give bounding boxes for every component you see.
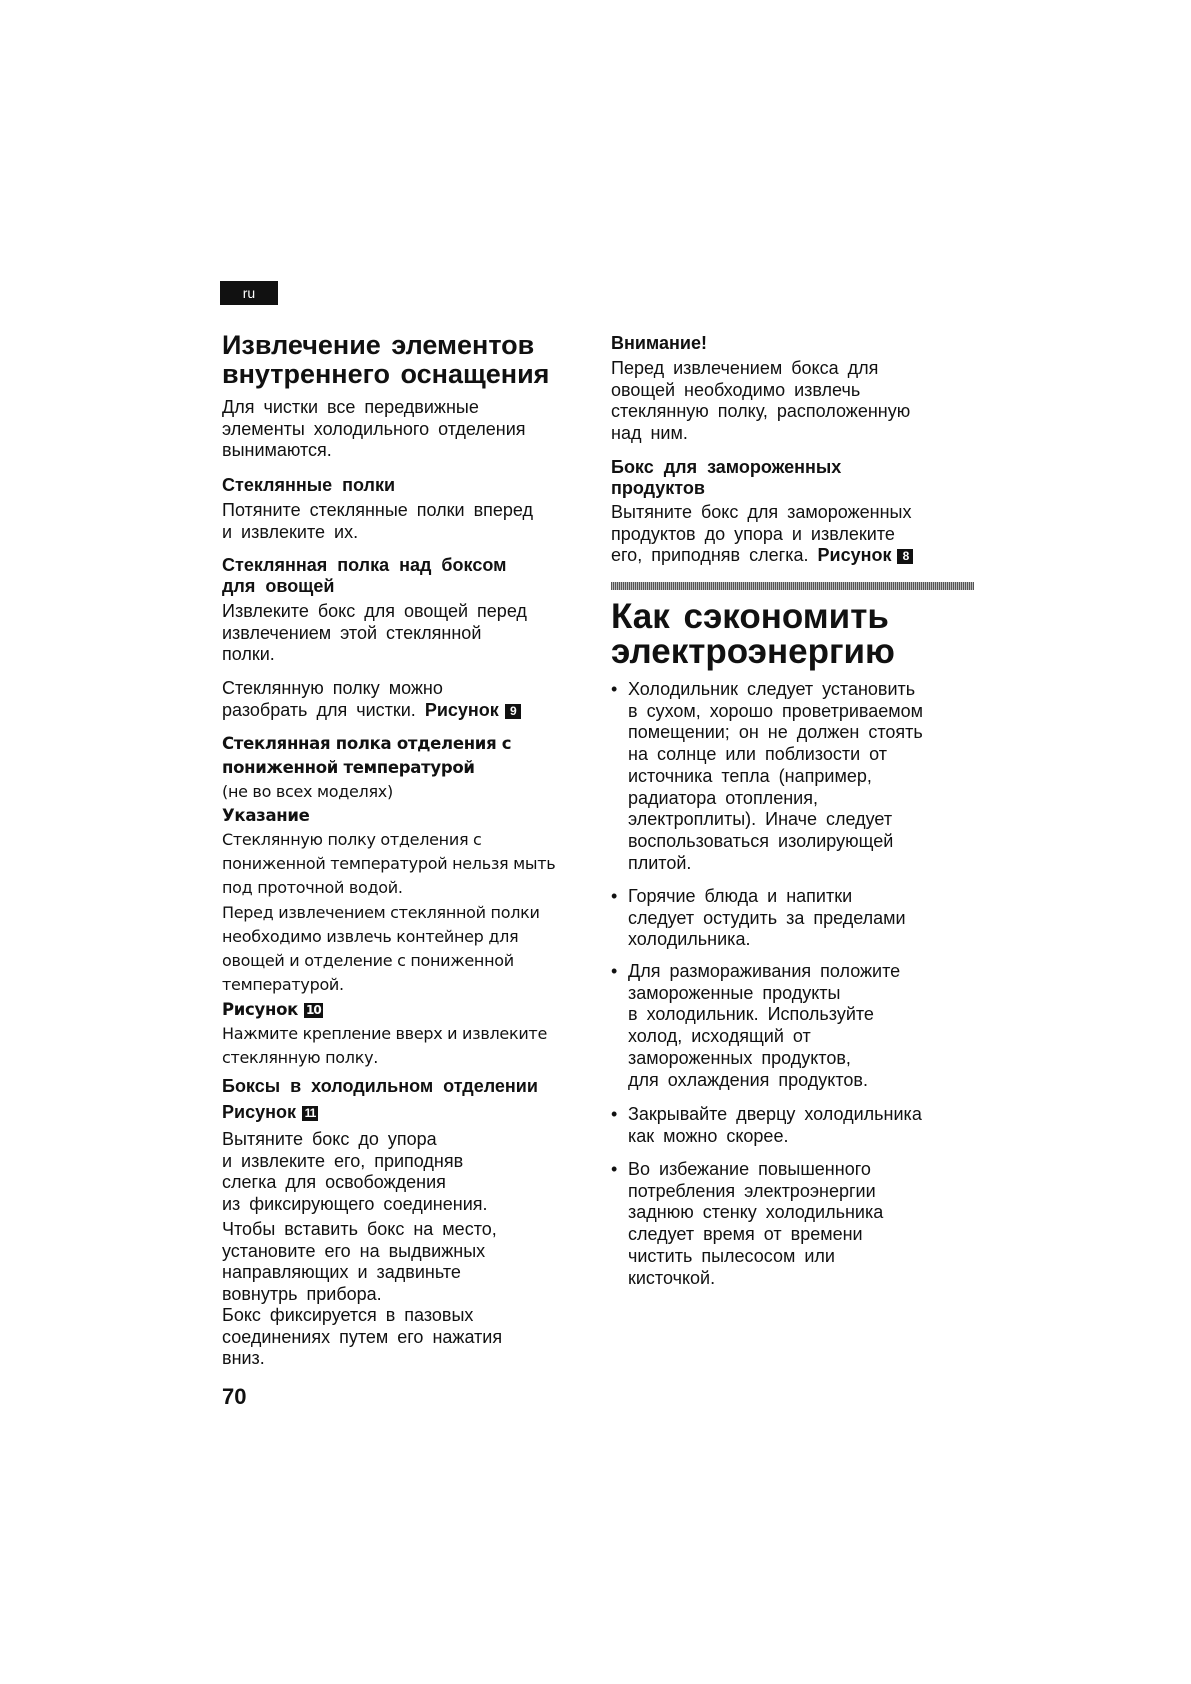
figure-number-badge: 9: [505, 704, 521, 719]
models-note: (не во всех моделях): [222, 782, 393, 801]
fridge-boxes-heading: Боксы в холодильном отделении: [222, 1076, 538, 1096]
section-divider: [611, 582, 974, 590]
freezer-box-heading: Бокс для замороженных продуктов: [611, 457, 842, 498]
list-item-text: Во избежание повышенного потребления электроэнергии заднюю стенку холодильника следует время от времени чистить пылесосом или кисточкой.: [628, 1159, 884, 1288]
list-item: [611, 886, 1001, 951]
fridge-boxes-text1: Вытяните бокс до упора и извлеките его, приподняв слегка для освобождения из фиксирующего соединения.: [222, 1129, 488, 1215]
bullet-icon: •: [611, 961, 618, 981]
list-item-text: Холодильник следует установить в сухом, хорошо проветриваемом помещении; он не должен стоять на солнце или поблизости от источника тепла (например, радиатора отопления, электроплиты). Иначе следует воспользоваться изолирующей плитой.: [628, 679, 924, 873]
figure-label: Рисунок: [222, 1000, 299, 1019]
list-item: [611, 961, 1001, 1091]
fridge-boxes-text2: Чтобы вставить бокс на место, установите его на выдвижных направляющих и задвиньте вовнутрь прибора.: [222, 1219, 497, 1305]
section-title: Извлечение элементов внутреннего оснащения: [222, 330, 550, 389]
list-item: [611, 679, 1001, 874]
list-item-text: Закрывайте дверцу холодильника как можно скорее.: [628, 1104, 922, 1146]
note-heading: Указание: [222, 806, 310, 825]
low-temp-shelf-heading: Стеклянная полка отделения с пониженной температурой: [222, 734, 512, 777]
figure-label: Рисунок: [817, 545, 892, 566]
freezer-box-text: [611, 502, 991, 567]
figure-10-text: Нажмите крепление вверх и извлеките стеклянную полку.: [222, 1024, 547, 1067]
shelf-over-box-heading: Стеклянная полка над боксом для овощей: [222, 555, 507, 596]
figure-11-ref: [222, 1102, 592, 1123]
bullet-icon: •: [611, 679, 618, 699]
fridge-boxes-text3: Бокс фиксируется в пазовых соединениях путем его нажатия вниз.: [222, 1305, 503, 1369]
figure-10-ref: [222, 998, 592, 1022]
figure-number-badge: 11: [302, 1106, 318, 1121]
glass-shelves-heading: Стеклянные полки: [222, 475, 396, 495]
bullet-icon: •: [611, 1159, 618, 1179]
glass-shelves-text: Потяните стеклянные полки вперед и извлеките их.: [222, 500, 534, 542]
page-number: 70: [222, 1384, 247, 1409]
attention-heading: Внимание!: [611, 333, 707, 353]
intro-text: Для чистки все передвижные элементы холодильного отделения вынимаются.: [222, 397, 526, 461]
energy-title: Как сэкономить электроэнергию: [611, 597, 895, 671]
bullet-icon: •: [611, 886, 618, 906]
list-item: [611, 1104, 1001, 1147]
figure-number-badge: 8: [897, 549, 913, 564]
list-item-text: Горячие блюда и напитки следует остудить за пределами холодильника.: [628, 886, 906, 950]
shelf-over-box-text2: [222, 678, 592, 721]
bullet-icon: •: [611, 1104, 618, 1124]
attention-text: Перед извлечением бокса для овощей необходимо извлечь стеклянную полку, расположенную над ним.: [611, 358, 911, 444]
note-text2: Перед извлечением стеклянной полки необходимо извлечь контейнер для овощей и отделение с пониженной температурой.: [222, 903, 540, 994]
figure-label: Рисунок: [424, 699, 499, 720]
list-item-text: Для размораживания положите замороженные продукты в холодильник. Используйте холод, исходящий от замороженных продуктов, для охлаждения продуктов.: [628, 961, 901, 1090]
figure-number-badge: 10: [306, 1003, 321, 1017]
text: Вытяните бокс для замороженных продуктов до упора и извлеките его, приподняв слегка.: [611, 502, 912, 566]
list-item: [611, 1159, 1001, 1289]
note-text: Стеклянную полку отделения с пониженной температурой нельзя мыть под проточной водой.: [222, 830, 556, 897]
language-tab: ru: [220, 281, 278, 305]
figure-label: Рисунок: [222, 1102, 296, 1122]
shelf-over-box-text: Извлеките бокс для овощей перед извлечением этой стеклянной полки.: [222, 601, 527, 665]
text: Стеклянную полку можно разобрать для чистки.: [222, 678, 443, 720]
